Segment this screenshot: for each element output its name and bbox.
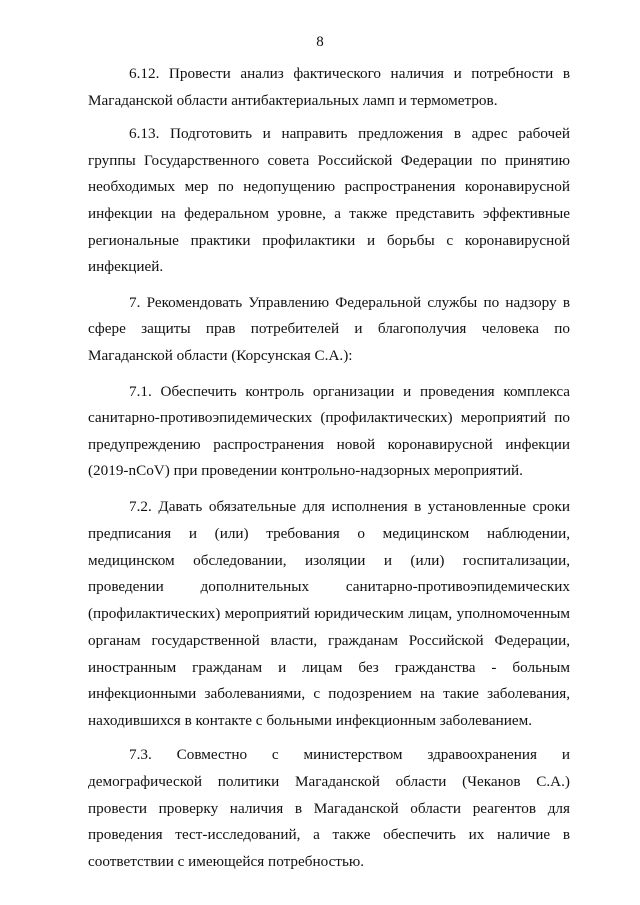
paragraph-7-3: 7.3. Совместно с министерством здравоохранения и демографической политики Магаданской области (Чеканов С.А.) провести проверку наличия в Магаданской области реагентов для проведения тест-исследований, а также обеспечить их наличие в соответствии с имеющейся потребностью. <box>88 746 570 871</box>
paragraph-6-13: 6.13. Подготовить и направить предложения в адрес рабочей группы Государственного совета Российской Федерации по принятию необходимых мер по недопущению распространения коронавирусной инфекции на федеральном уровне, а также представить эффективные региональные практики профилактики и борьбы с коронавирусной инфекцией. <box>88 125 570 276</box>
page-number: 8 <box>316 34 324 50</box>
paragraph-7-1: 7.1. Обеспечить контроль организации и проведения комплекса санитарно-противоэпидемических (профилактических) мероприятий по предупреждению распространения новой коронавирусной инфекции (2019-nCoV) при проведении контрольно-надзорных мероприятий. <box>88 382 570 480</box>
paragraph-6-12: 6.12. Провести анализ фактического наличия и потребности в Магаданской области антибактериальных ламп и термометров. <box>88 65 570 109</box>
paragraph-7: 7. Рекомендовать Управлению Федеральной службы по надзору в сфере защиты прав потребителей и благополучия человека по Магаданской области (Корсунская С.А.): <box>88 293 570 364</box>
document-body <box>88 61 570 876</box>
paragraph-7-2: 7.2. Давать обязательные для исполнения в установленные сроки предписания и (или) требования о медицинском наблюдении, медицинском обследовании, изоляции и (или) госпитализации, проведении дополнительных санитарно-противоэпидемических (профилактических) мероприятий юридическим лицам, уполномоченным органам государственной власти, гражданам Российской Федерации, иностранным гражданам и лицам без гражданства - больным инфекционными заболеваниями, с подозрением на такие заболевания, находившихся в контакте с больными инфекционным заболеванием. <box>88 497 570 730</box>
